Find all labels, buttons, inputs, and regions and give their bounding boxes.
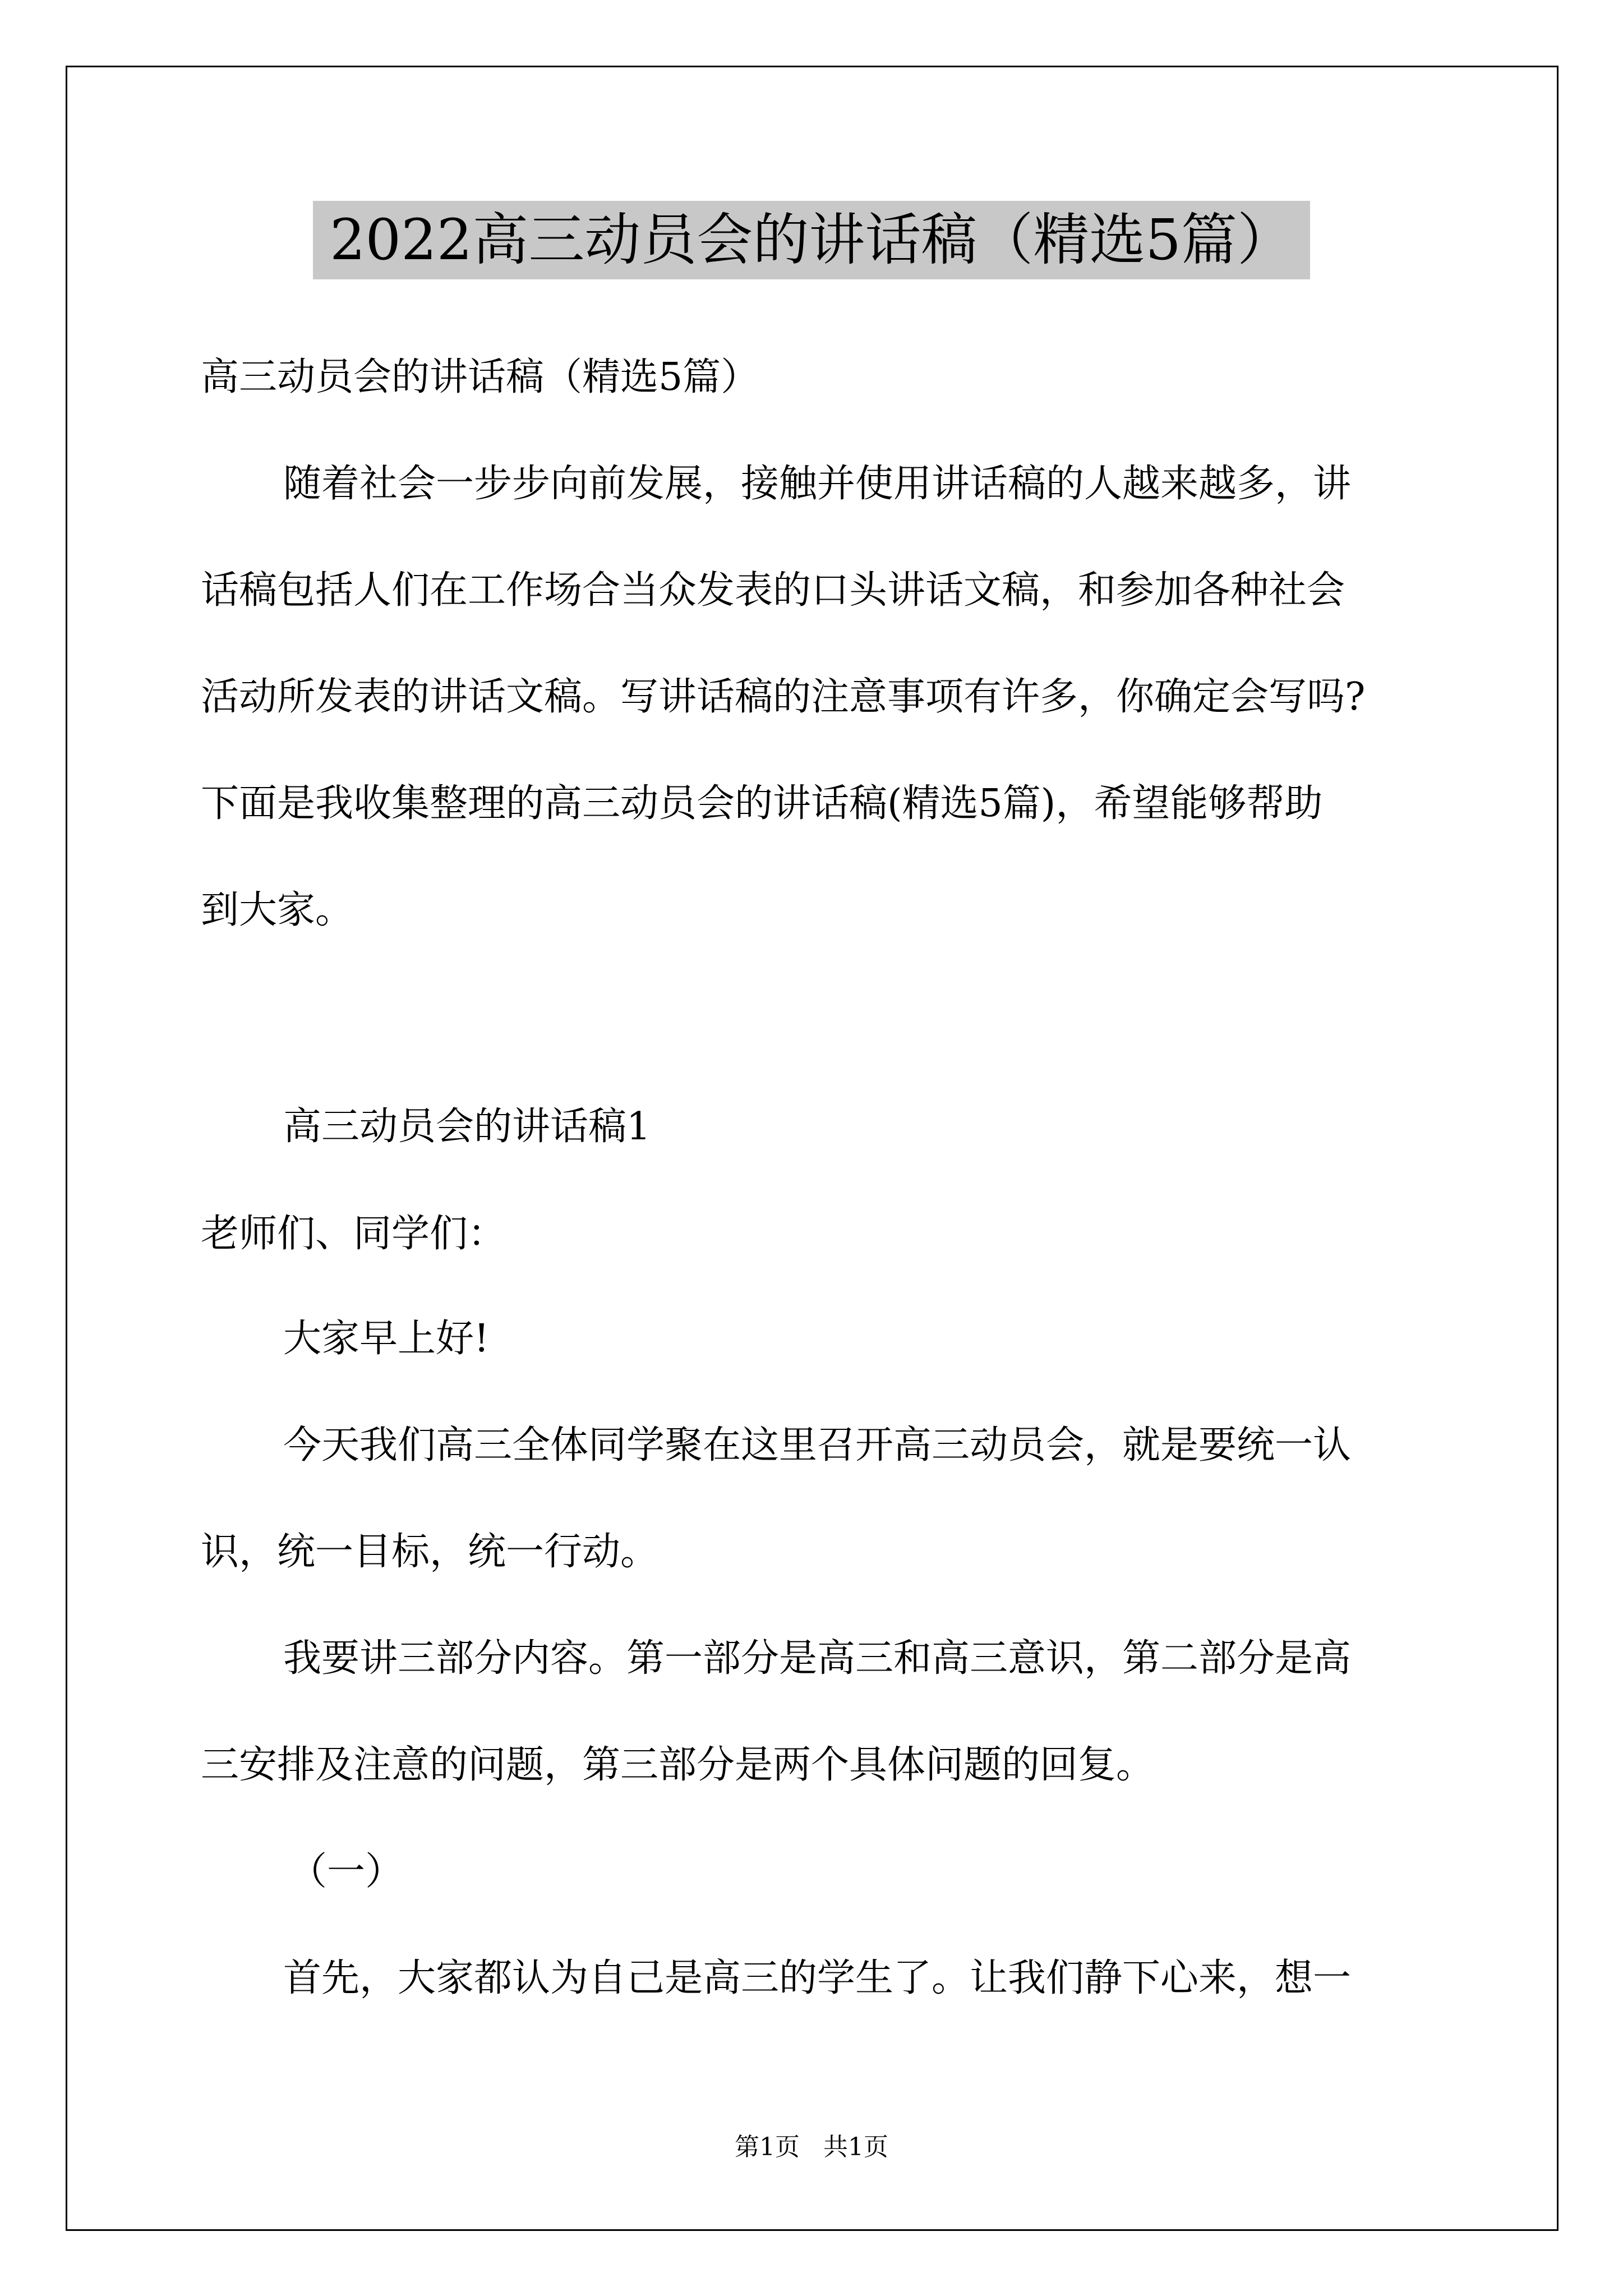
greeting: 大家早上好!: [283, 1317, 490, 1361]
intro-line-3: 活动所发表的讲话文稿。写讲话稿的注意事项有许多，你确定会写吗?: [201, 675, 1366, 719]
body-line-5: 首先，大家都认为自己是高三的学生了。让我们静下心来，想一: [283, 1956, 1352, 2000]
intro-line-1: 随着社会一步步向前发展，接触并使用讲话稿的人越来越多，讲: [283, 462, 1352, 506]
section-heading: 高三动员会的讲话稿1: [283, 1105, 651, 1149]
title-container: [0, 201, 1623, 279]
document-title: 2022高三动员会的讲话稿（精选5篇）: [313, 201, 1310, 279]
intro-line-2: 话稿包括人们在工作场合当众发表的口头讲话文稿，和参加各种社会: [201, 568, 1345, 613]
body-line-4: 三安排及注意的问题，第三部分是两个具体问题的回复。: [201, 1743, 1155, 1787]
body-line-1: 今天我们高三全体同学聚在这里召开高三动员会，就是要统一认: [283, 1423, 1352, 1467]
intro-line-4: 下面是我收集整理的高三动员会的讲话稿(精选5篇)，希望能够帮助: [201, 781, 1323, 826]
body-line-2: 识，统一目标，统一行动。: [201, 1530, 659, 1574]
body-line-3: 我要讲三部分内容。第一部分是高三和高三意识，第二部分是高: [283, 1636, 1352, 1681]
salutation: 老师们、同学们：: [201, 1212, 506, 1256]
document-subtitle: 高三动员会的讲话稿（精选5篇）: [201, 355, 759, 399]
page-number-footer: 第1页 共1页: [735, 2133, 888, 2161]
section-number: （一）: [289, 1849, 404, 1894]
intro-line-5: 到大家。: [201, 888, 354, 932]
